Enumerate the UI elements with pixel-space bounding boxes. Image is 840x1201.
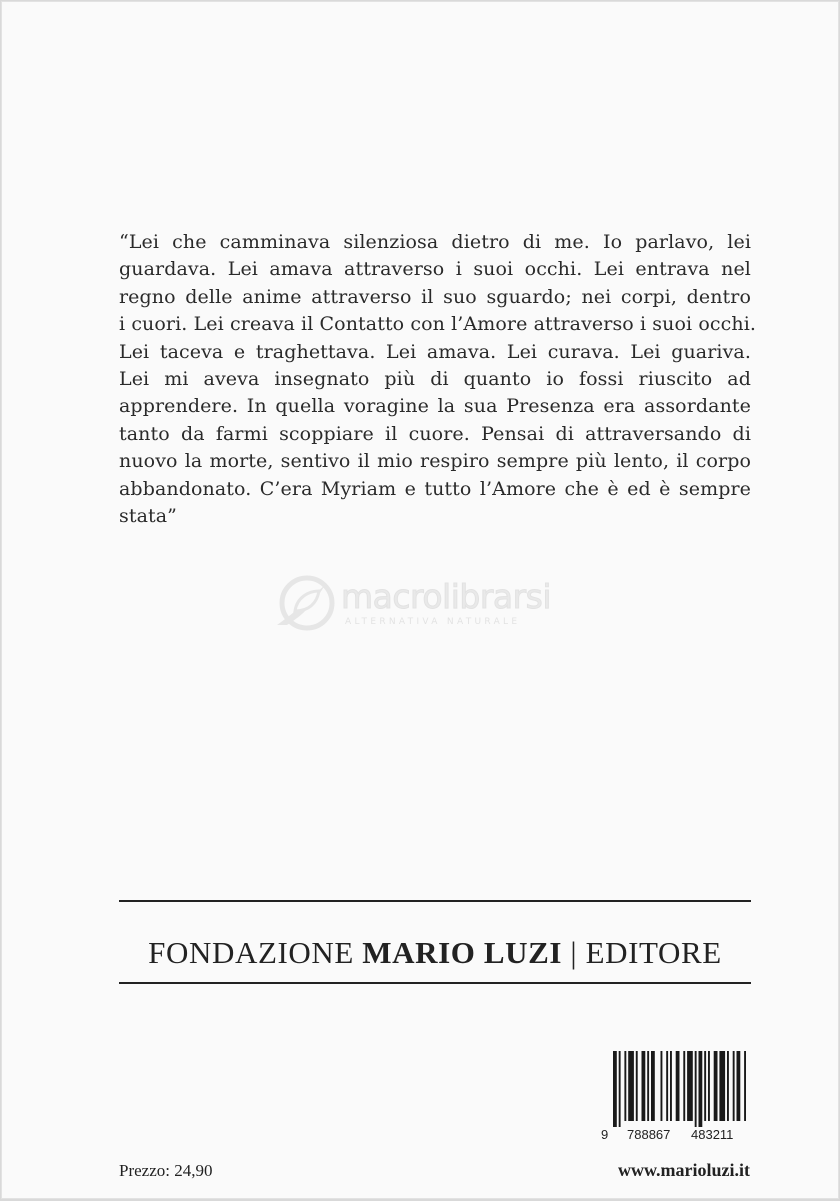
barcode-bar [670, 1051, 672, 1121]
blurb-line: guardava. Lei amava attraverso i suoi occhi. Lei entrava nel [119, 258, 751, 281]
isbn-group-2: 483211 [691, 1127, 734, 1142]
blurb-line: “Lei che camminava silenziosa dietro di me. Io parlavo, lei [119, 231, 751, 253]
barcode-bars [599, 1051, 751, 1127]
blurb-line: nuovo la morte, sentivo il mio respiro sempre più lento, il corpo [119, 450, 751, 473]
publisher-website: www.marioluzi.it [618, 1160, 750, 1180]
barcode-bar [699, 1051, 703, 1127]
back-cover-blurb [119, 229, 757, 530]
barcode-bar [661, 1051, 663, 1121]
publisher-suffix: EDITORE [585, 935, 722, 970]
barcode-bar [737, 1051, 741, 1121]
book-back-cover [1, 1, 839, 1199]
barcode-bar [666, 1051, 668, 1121]
blurb-line: stata” [119, 505, 177, 528]
blurb-line: regno delle anime attraverso il suo sguardo; nei corpi, dentro [119, 285, 751, 308]
barcode-bar [676, 1051, 680, 1121]
barcode-bar [636, 1051, 638, 1121]
barcode-bar [719, 1051, 725, 1121]
barcode-bar [704, 1051, 706, 1121]
isbn-group-1: 788867 [627, 1127, 671, 1142]
blurb-line: apprendere. In quella voragine la sua Presenza era assordante [119, 395, 751, 418]
barcode-bar [651, 1051, 655, 1121]
blurb-line: Lei taceva e traghettava. Lei amava. Lei curava. Lei guariva. [119, 340, 751, 363]
barcode-bar [613, 1051, 617, 1127]
barcode-bar [683, 1051, 685, 1121]
price-label: Prezzo: 24,90 [119, 1161, 213, 1180]
blurb-line: abbandonato. C’era Myriam e tutto l’Amore che è ed è sempre [119, 477, 751, 500]
publisher-separator: | [570, 935, 578, 970]
barcode-bar [708, 1051, 710, 1121]
blurb-line: tanto da farmi scoppiare il cuore. Pensai di attraversando di [119, 422, 751, 445]
barcode-bar [687, 1051, 693, 1121]
isbn-barcode [599, 1051, 751, 1149]
barcode-bar [744, 1051, 746, 1121]
macrolibrarsi-watermark [273, 571, 573, 641]
barcode-bar [628, 1051, 634, 1121]
isbn-first-digit: 9 [601, 1127, 609, 1142]
barcode-bar [624, 1051, 626, 1121]
publisher-prefix: FONDAZIONE [148, 935, 354, 970]
barcode-bar [619, 1051, 621, 1127]
publisher-name [119, 935, 751, 971]
barcode-bar [647, 1051, 649, 1121]
publisher-bold-name: MARIO LUZI [362, 935, 563, 970]
barcode-bar [727, 1051, 729, 1121]
barcode-bar [714, 1051, 718, 1121]
blurb-line: Lei mi aveva insegnato più di quanto io fossi riuscito ad [119, 368, 751, 391]
blurb-line: i cuori. Lei creava il Contatto con l’Amore attraverso i suoi occhi. [119, 313, 757, 336]
barcode-bar [642, 1051, 646, 1121]
watermark-tagline: ALTERNATIVA NATURALE [345, 617, 521, 627]
watermark-name: macrolibrarsi [341, 577, 552, 616]
barcode-bar [695, 1051, 697, 1127]
divider-top [119, 900, 751, 902]
leaf-heart-icon [273, 575, 337, 631]
divider-bottom [119, 982, 751, 984]
barcode-bar [733, 1051, 735, 1121]
